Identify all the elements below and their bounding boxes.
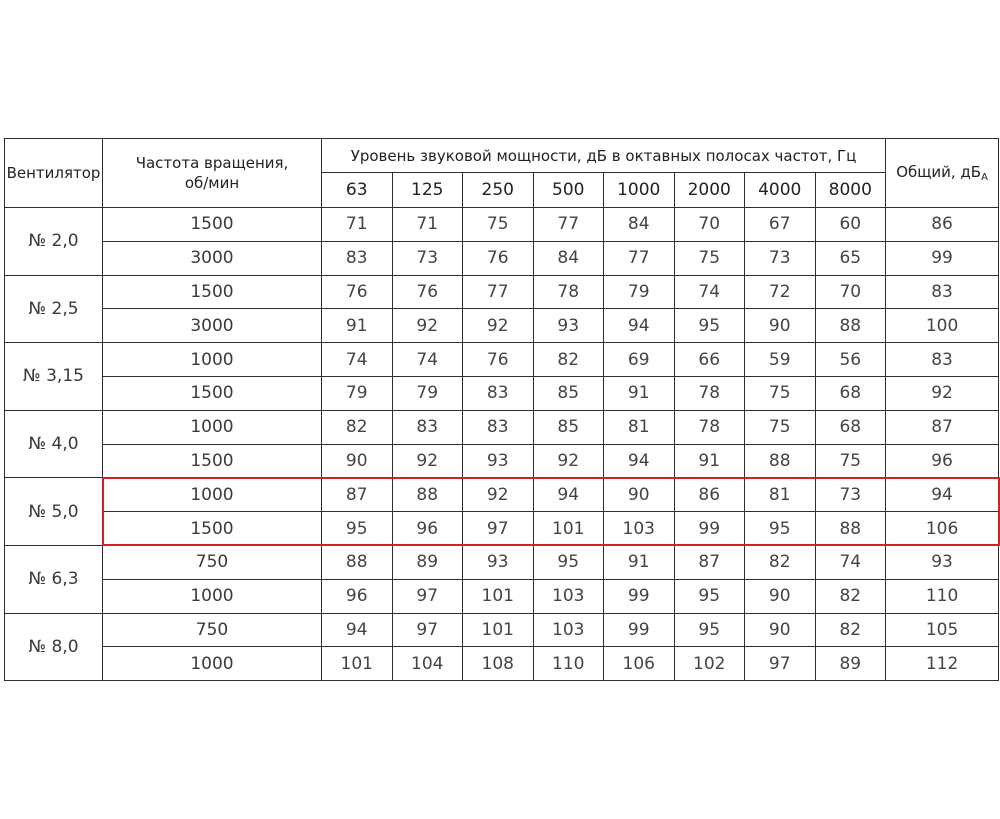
level-cell: 96 (322, 579, 393, 613)
level-cell: 74 (392, 343, 463, 377)
total-header-subscript: A (981, 172, 988, 183)
level-cell: 69 (604, 343, 675, 377)
level-cell: 59 (745, 343, 816, 377)
rpm-cell: 1500 (103, 444, 322, 478)
band-header-250: 250 (463, 173, 534, 208)
total-header-label: Общий, дБ (896, 163, 982, 181)
level-cell: 84 (533, 241, 604, 275)
table-row (5, 478, 999, 512)
rpm-cell: 750 (103, 545, 322, 579)
level-cell: 82 (815, 613, 886, 647)
level-cell: 82 (533, 343, 604, 377)
total-cell: 87 (886, 410, 999, 444)
total-cell: 110 (886, 579, 999, 613)
table-row (5, 376, 999, 410)
level-cell: 78 (674, 376, 745, 410)
level-cell: 103 (533, 613, 604, 647)
level-cell: 91 (674, 444, 745, 478)
level-cell: 75 (674, 241, 745, 275)
band-header-63: 63 (322, 173, 393, 208)
level-cell: 88 (322, 545, 393, 579)
level-cell: 92 (392, 309, 463, 343)
level-cell: 72 (745, 275, 816, 309)
rpm-cell: 3000 (103, 309, 322, 343)
rpm-cell: 1000 (103, 647, 322, 681)
level-cell: 110 (533, 647, 604, 681)
level-cell: 73 (392, 241, 463, 275)
level-cell: 89 (815, 647, 886, 681)
total-cell: 92 (886, 376, 999, 410)
level-cell: 101 (322, 647, 393, 681)
total-cell: 112 (886, 647, 999, 681)
level-cell: 96 (392, 512, 463, 546)
level-cell: 74 (674, 275, 745, 309)
level-cell: 86 (674, 478, 745, 512)
total-cell: 96 (886, 444, 999, 478)
level-cell: 82 (745, 545, 816, 579)
table-row (5, 579, 999, 613)
level-cell: 97 (745, 647, 816, 681)
total-cell: 83 (886, 275, 999, 309)
level-cell: 74 (815, 545, 886, 579)
level-cell: 76 (463, 241, 534, 275)
level-cell: 99 (604, 579, 675, 613)
band-header-500: 500 (533, 173, 604, 208)
level-cell: 99 (674, 512, 745, 546)
band-header-2000: 2000 (674, 173, 745, 208)
rpm-cell: 1500 (103, 208, 322, 242)
level-cell: 90 (745, 613, 816, 647)
level-cell: 71 (392, 208, 463, 242)
level-cell: 81 (604, 410, 675, 444)
total-column-header (886, 139, 999, 208)
level-cell: 78 (674, 410, 745, 444)
level-cell: 81 (745, 478, 816, 512)
fan-model-cell: № 3,15 (5, 343, 103, 411)
level-cell: 92 (392, 444, 463, 478)
level-cell: 91 (604, 545, 675, 579)
level-cell: 101 (533, 512, 604, 546)
level-cell: 97 (392, 579, 463, 613)
level-cell: 89 (392, 545, 463, 579)
table-body (5, 208, 999, 681)
level-cell: 92 (533, 444, 604, 478)
level-cell: 94 (604, 309, 675, 343)
level-cell: 75 (463, 208, 534, 242)
level-cell: 90 (745, 309, 816, 343)
level-cell: 82 (322, 410, 393, 444)
level-cell: 68 (815, 410, 886, 444)
level-cell: 101 (463, 613, 534, 647)
level-cell: 90 (745, 579, 816, 613)
band-header-8000: 8000 (815, 173, 886, 208)
level-cell: 85 (533, 410, 604, 444)
rpm-column-header (103, 139, 322, 208)
fan-model-cell: № 6,3 (5, 545, 103, 613)
fan-model-cell: № 2,5 (5, 275, 103, 343)
rpm-cell: 1000 (103, 410, 322, 444)
level-cell: 99 (604, 613, 675, 647)
level-cell: 88 (392, 478, 463, 512)
level-cell: 103 (533, 579, 604, 613)
header-row-1 (5, 139, 999, 173)
total-cell: 86 (886, 208, 999, 242)
level-cell: 83 (392, 410, 463, 444)
level-cell: 91 (322, 309, 393, 343)
level-cell: 83 (322, 241, 393, 275)
level-cell: 95 (533, 545, 604, 579)
table-row (5, 444, 999, 478)
band-header-1000: 1000 (604, 173, 675, 208)
level-cell: 84 (604, 208, 675, 242)
level-cell: 79 (392, 376, 463, 410)
level-cell: 67 (745, 208, 816, 242)
level-cell: 93 (463, 545, 534, 579)
level-cell: 75 (815, 444, 886, 478)
level-cell: 65 (815, 241, 886, 275)
fan-model-cell: № 2,0 (5, 208, 103, 276)
level-cell: 79 (322, 376, 393, 410)
table-row (5, 309, 999, 343)
level-cell: 95 (674, 579, 745, 613)
level-cell: 88 (815, 512, 886, 546)
level-cell: 94 (533, 478, 604, 512)
rpm-header-line1: Частота вращения, (135, 154, 289, 172)
level-cell: 74 (322, 343, 393, 377)
level-cell: 92 (463, 478, 534, 512)
level-cell: 93 (533, 309, 604, 343)
level-cell: 76 (463, 343, 534, 377)
level-cell: 90 (322, 444, 393, 478)
level-cell: 75 (745, 376, 816, 410)
level-cell: 102 (674, 647, 745, 681)
level-cell: 75 (745, 410, 816, 444)
level-cell: 83 (463, 376, 534, 410)
fan-column-header: Вентилятор (5, 139, 103, 208)
table-row (5, 410, 999, 444)
rpm-cell: 750 (103, 613, 322, 647)
level-cell: 93 (463, 444, 534, 478)
level-cell: 87 (322, 478, 393, 512)
table-row (5, 613, 999, 647)
level-cell: 97 (463, 512, 534, 546)
level-cell: 94 (604, 444, 675, 478)
level-cell: 78 (533, 275, 604, 309)
level-cell: 104 (392, 647, 463, 681)
table-row (5, 512, 999, 546)
level-cell: 94 (322, 613, 393, 647)
level-cell: 73 (815, 478, 886, 512)
rpm-cell: 1000 (103, 478, 322, 512)
level-cell: 108 (463, 647, 534, 681)
total-cell: 83 (886, 343, 999, 377)
fan-model-cell: № 5,0 (5, 478, 103, 546)
fan-model-cell: № 8,0 (5, 613, 103, 681)
level-cell: 88 (815, 309, 886, 343)
level-cell: 56 (815, 343, 886, 377)
rpm-header-line2: об/мин (184, 174, 240, 192)
sound-power-table (4, 138, 999, 681)
band-header-4000: 4000 (745, 173, 816, 208)
level-cell: 70 (815, 275, 886, 309)
level-cell: 103 (604, 512, 675, 546)
level-cell: 101 (463, 579, 534, 613)
level-cell: 77 (463, 275, 534, 309)
total-cell: 94 (886, 478, 999, 512)
level-cell: 60 (815, 208, 886, 242)
level-cell: 106 (604, 647, 675, 681)
sound-power-table-container (4, 138, 998, 681)
table-row (5, 343, 999, 377)
level-cell: 77 (533, 208, 604, 242)
table-row (5, 545, 999, 579)
table-row (5, 275, 999, 309)
total-cell: 105 (886, 613, 999, 647)
level-cell: 85 (533, 376, 604, 410)
level-cell: 92 (463, 309, 534, 343)
level-cell: 95 (322, 512, 393, 546)
table-row (5, 208, 999, 242)
rpm-cell: 3000 (103, 241, 322, 275)
table-header (5, 139, 999, 208)
level-cell: 95 (745, 512, 816, 546)
level-cell: 76 (392, 275, 463, 309)
level-cell: 70 (674, 208, 745, 242)
band-header-125: 125 (392, 173, 463, 208)
total-cell: 106 (886, 512, 999, 546)
rpm-cell: 1500 (103, 275, 322, 309)
table-row (5, 241, 999, 275)
level-cell: 77 (604, 241, 675, 275)
rpm-cell: 1500 (103, 512, 322, 546)
level-cell: 79 (604, 275, 675, 309)
level-cell: 71 (322, 208, 393, 242)
level-cell: 82 (815, 579, 886, 613)
total-cell: 100 (886, 309, 999, 343)
level-cell: 91 (604, 376, 675, 410)
level-cell: 73 (745, 241, 816, 275)
total-cell: 99 (886, 241, 999, 275)
rpm-cell: 1000 (103, 343, 322, 377)
level-cell: 83 (463, 410, 534, 444)
rpm-cell: 1500 (103, 376, 322, 410)
level-cell: 90 (604, 478, 675, 512)
fan-model-cell: № 4,0 (5, 410, 103, 478)
level-cell: 88 (745, 444, 816, 478)
level-cell: 68 (815, 376, 886, 410)
total-cell: 93 (886, 545, 999, 579)
level-cell: 97 (392, 613, 463, 647)
level-cell: 66 (674, 343, 745, 377)
table-row (5, 647, 999, 681)
level-cell: 76 (322, 275, 393, 309)
level-cell: 95 (674, 613, 745, 647)
level-cell: 95 (674, 309, 745, 343)
level-cell: 87 (674, 545, 745, 579)
rpm-cell: 1000 (103, 579, 322, 613)
octave-bands-header: Уровень звуковой мощности, дБ в октавных полосах частот, Гц (322, 139, 886, 173)
